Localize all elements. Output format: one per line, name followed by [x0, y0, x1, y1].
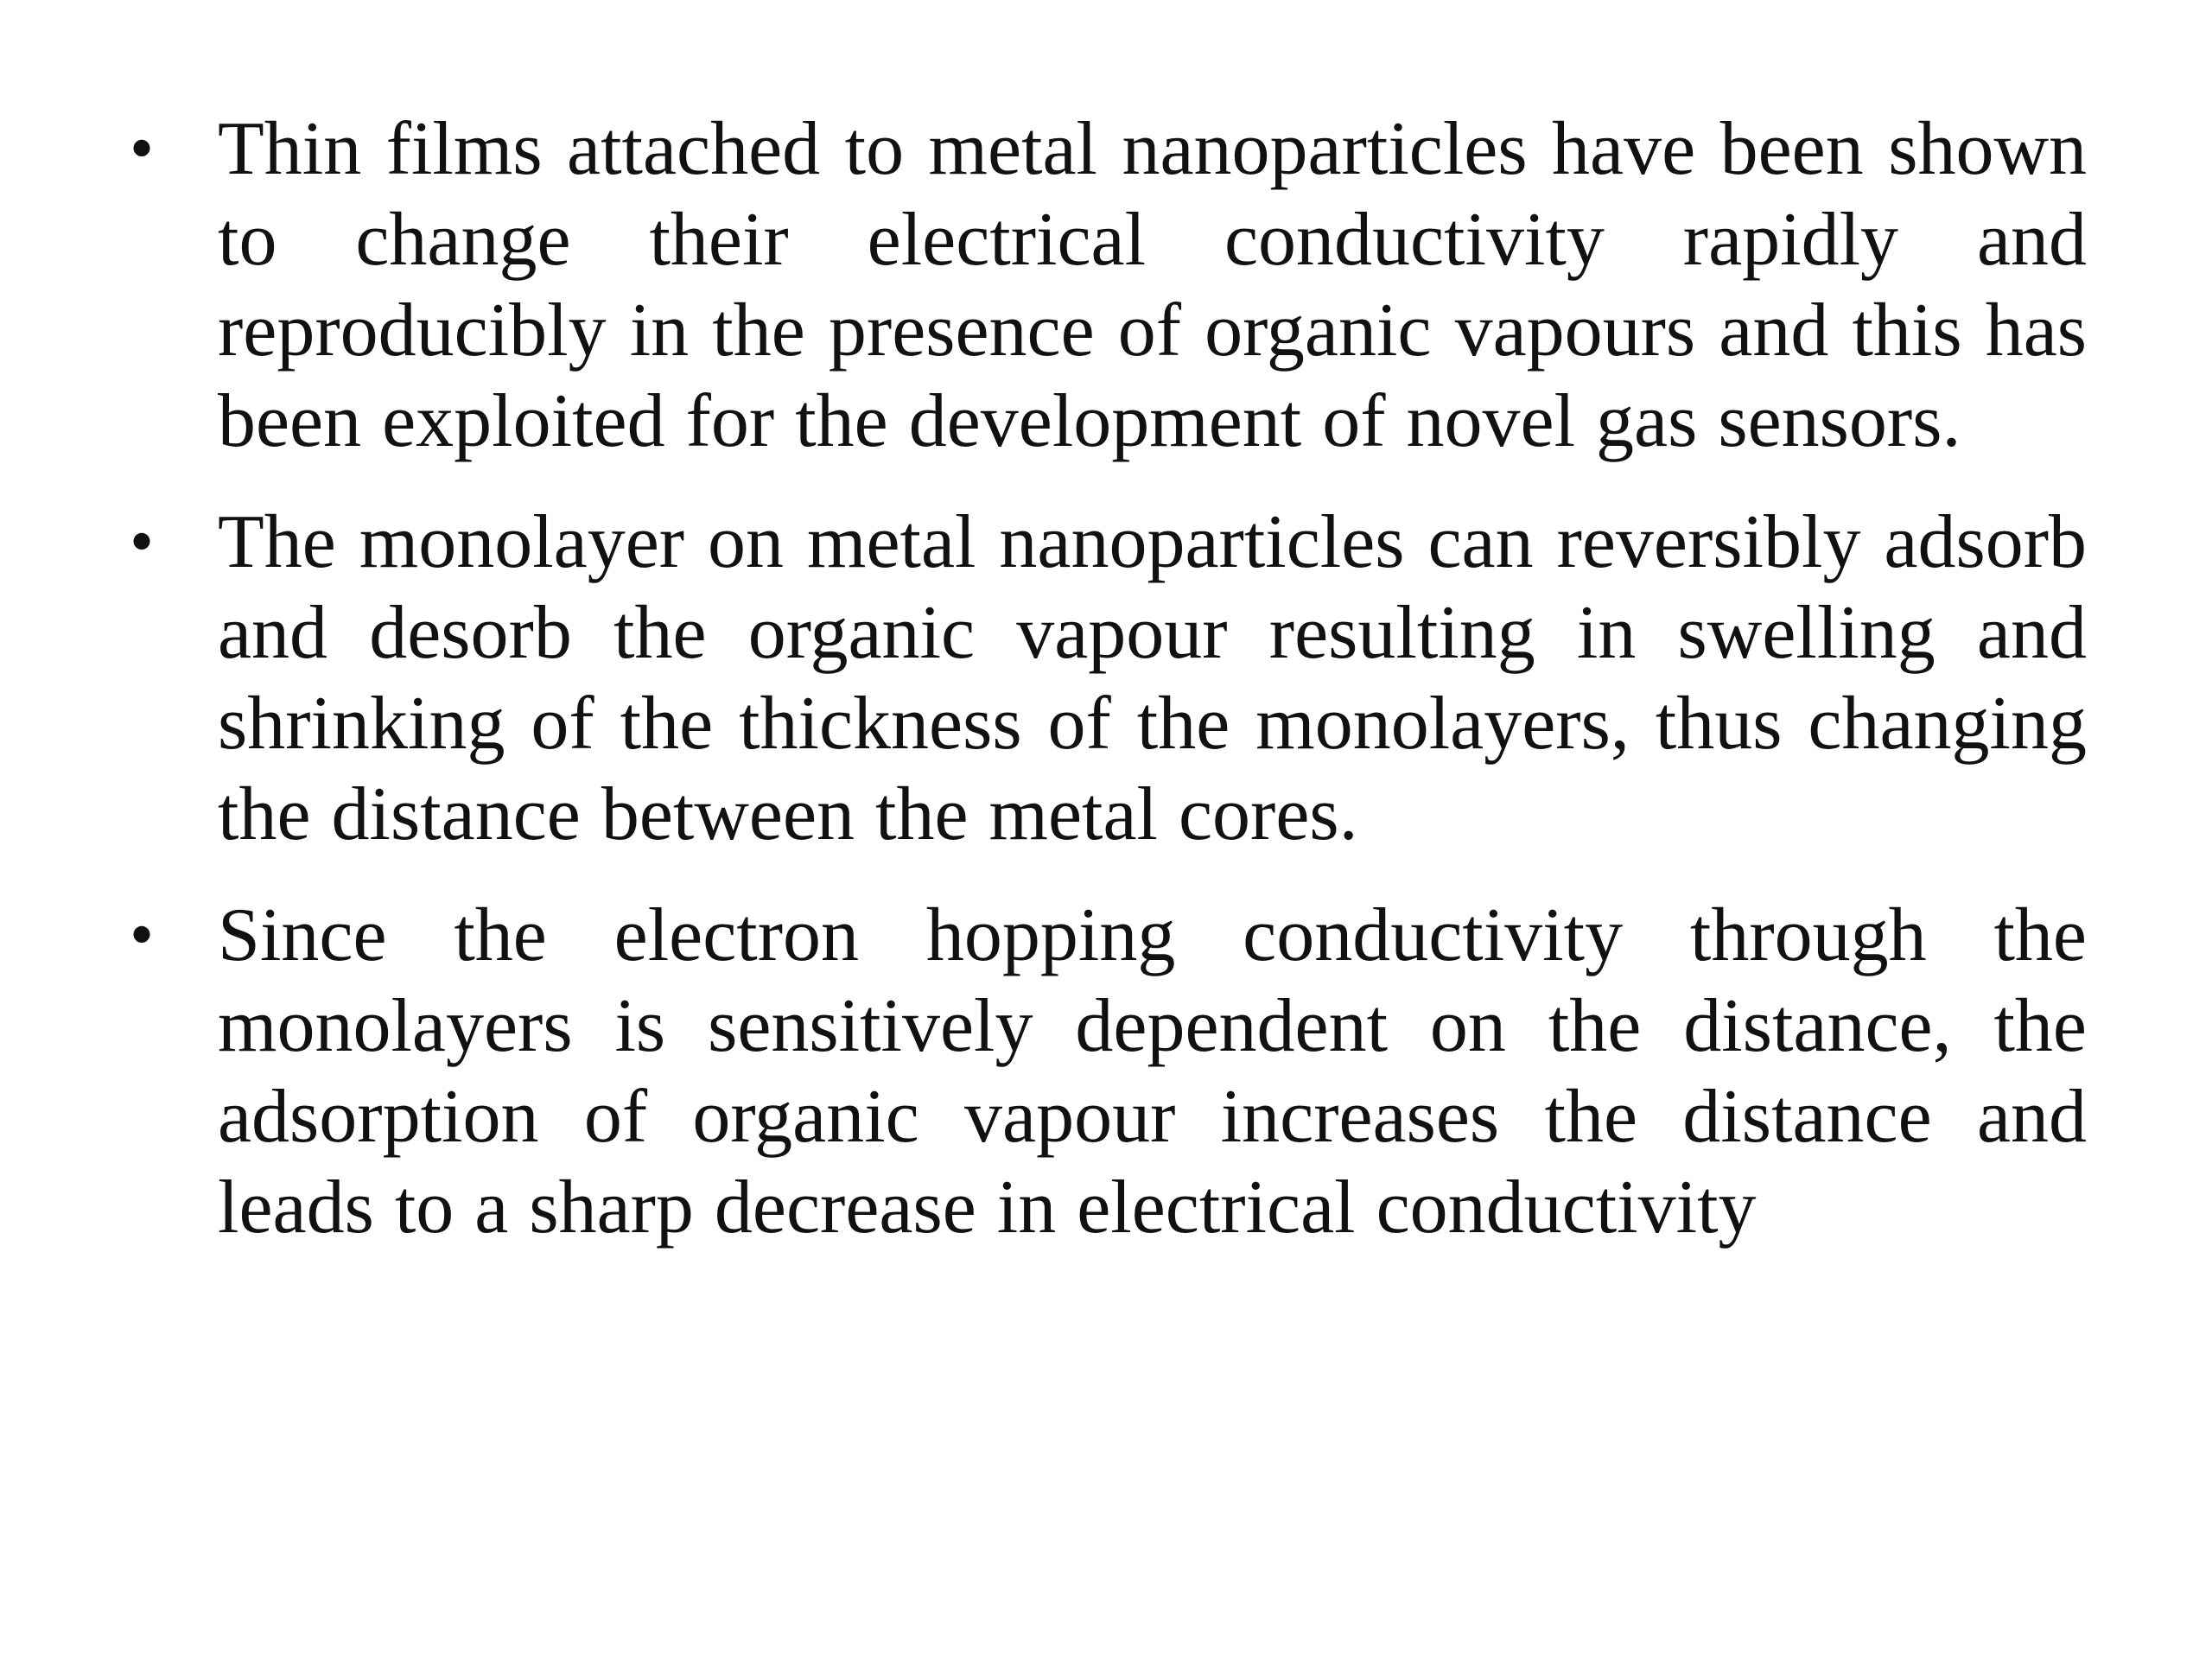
bullet-item-1 — [130, 104, 2087, 467]
bullet-dot-icon: • — [130, 504, 155, 580]
bullet-dot-icon: • — [130, 897, 155, 973]
bullet-item-2 — [130, 497, 2087, 860]
bullet-text: Since the electron hopping conductivity through the monolayers is sensitively dependent on the distance, the adsorption of organic vapour increases the distance and leads to a sharp decrease in electrical conductivity — [218, 893, 2087, 1249]
bullet-text: The monolayer on metal nanoparticles can reversibly adsorb and desorb the organic vapour resulting in swelling and shrinking of the thickness of the monolayers, thus changing the distance between the metal cores. — [218, 500, 2087, 856]
bullet-item-3 — [130, 890, 2087, 1253]
bullet-list — [130, 104, 2087, 1283]
bullet-dot-icon: • — [130, 111, 155, 187]
bullet-text: Thin films attached to metal nanoparticles have been shown to change their electrical conductivity rapidly and reproducibly in the presence of organic vapours and this has been exploited for the development of novel gas sensors. — [218, 107, 2087, 463]
